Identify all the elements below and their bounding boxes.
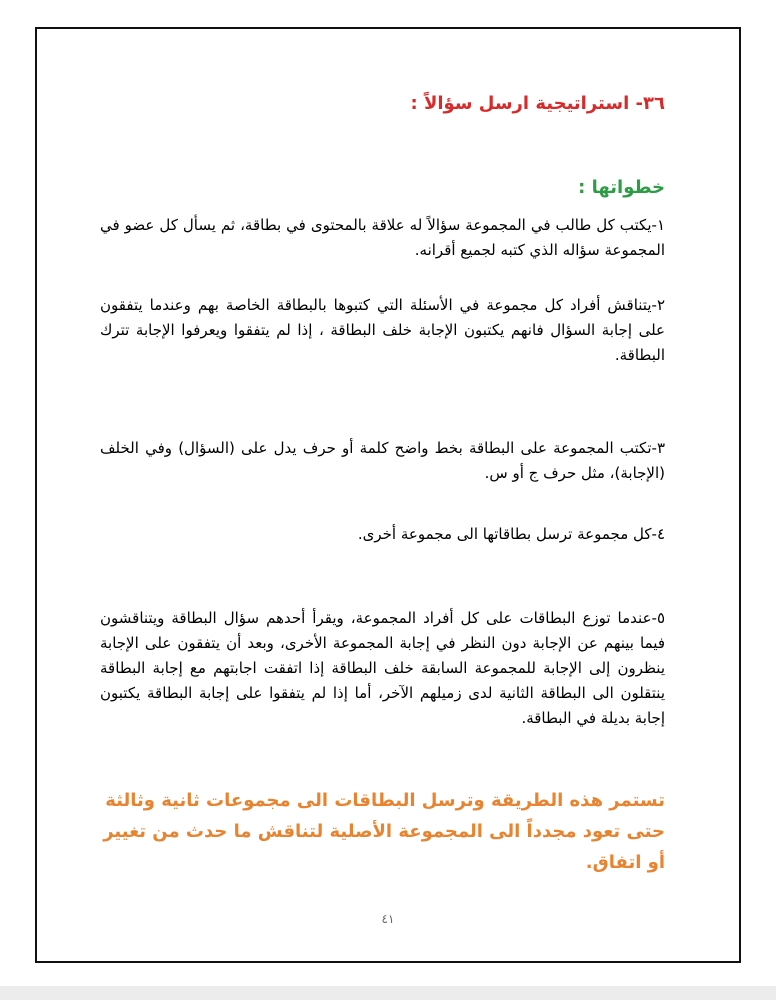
bottom-bar bbox=[0, 986, 776, 1000]
step-1: ١-يكتب كل طالب في المجموعة سؤالاً له علاقة بالمحتوى في بطاقة، ثم يسأل كل عضو في المجموعة سؤاله الذي كتبه لجميع أقرانه. bbox=[100, 216, 665, 259]
step-3: ٣-تكتب المجموعة على البطاقة بخط واضح كلمة أو حرف يدل على (السؤال) وفي الخلف (الإجابة)، مثل حرف ج أو س. bbox=[100, 439, 665, 482]
conclusion-paragraph: تستمر هذه الطريقة وترسل البطاقات الى مجموعات ثانية وثالثة حتى تعود مجدداً الى المجموعة الأصلية لتناقش ما حدث من تغيير أو اتفاق. bbox=[103, 790, 665, 873]
steps-heading: خطواتها : bbox=[578, 177, 665, 198]
step-4: ٤-كل مجموعة ترسل بطاقاتها الى مجموعة أخرى. bbox=[357, 525, 665, 543]
step-5: ٥-عندما توزع البطاقات على كل أفراد المجموعة، ويقرأ أحدهم سؤال البطاقة ويتناقشون فيما بينهم عن الإجابة دون النظر في إجابة المجموعة الأخرى، وبعد أن يتفقون على الإجابة ينظرون إلى الإجابة للمجموعة السابقة خلف البطاقة إذا اتفقت اجابتهم مع إجابة البطاقة ينتقلون الى البطاقة الثانية لدى زميلهم الآخر، أما إذا لم يتفقوا على إجابة البطاقة يكتبون إجابة بديلة في البطاقة. bbox=[100, 609, 665, 727]
strategy-title: ٣٦- استراتيجية ارسل سؤالاً : bbox=[410, 93, 665, 114]
page-number: ٤١ bbox=[381, 912, 395, 926]
step-2: ٢-يتناقش أفراد كل مجموعة في الأسئلة التي كتبوها بالبطاقة الخاصة بهم وعندما يتفقون على إجابة السؤال فانهم يكتبون الإجابة خلف البطاقة ، إذا لم يتفقوا ويعرفوا الإجابة تترك البطاقة. bbox=[100, 296, 665, 364]
